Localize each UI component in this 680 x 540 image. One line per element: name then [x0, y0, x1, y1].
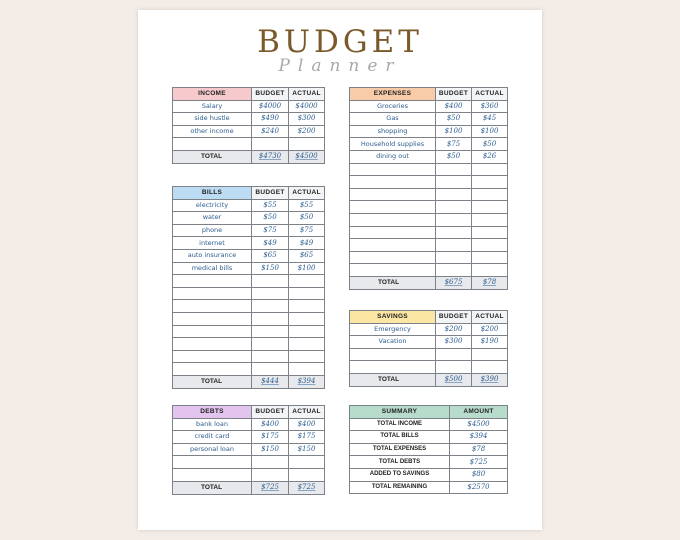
blank-row	[350, 264, 508, 277]
blank-cell	[252, 275, 289, 288]
blank-cell	[289, 350, 325, 363]
total-actual: $394	[289, 375, 325, 388]
blank-cell	[350, 201, 436, 214]
blank-row	[350, 213, 508, 226]
actual-cell: $26	[472, 150, 508, 163]
total-label: TOTAL	[173, 375, 252, 388]
blank-cell	[173, 138, 252, 151]
summary-label: TOTAL EXPENSES	[350, 443, 450, 456]
expenses-header: EXPENSES	[350, 88, 436, 101]
actual-column-header: ACTUAL	[289, 406, 325, 419]
actual-cell: $360	[472, 100, 508, 113]
table-row	[350, 138, 508, 151]
blank-cell	[173, 363, 252, 376]
budget-cell: $150	[252, 443, 289, 456]
blank-cell	[173, 338, 252, 351]
blank-cell	[173, 456, 252, 469]
blank-cell	[173, 312, 252, 325]
budget-cell: $50	[436, 113, 472, 126]
debts-header: DEBTS	[173, 406, 252, 419]
blank-cell	[472, 239, 508, 252]
table-row	[173, 249, 325, 262]
blank-cell	[252, 300, 289, 313]
blank-cell	[472, 188, 508, 201]
actual-column-header: ACTUAL	[472, 88, 508, 101]
blank-row	[350, 239, 508, 252]
table-row	[173, 113, 325, 126]
total-row	[350, 276, 508, 289]
total-actual: $78	[472, 276, 508, 289]
blank-cell	[252, 468, 289, 481]
summary-label: TOTAL INCOME	[350, 418, 450, 431]
blank-row	[173, 468, 325, 481]
summary-amount: $725	[450, 456, 508, 469]
summary-row	[350, 481, 508, 494]
blank-cell	[173, 325, 252, 338]
blank-row	[350, 188, 508, 201]
blank-cell	[289, 363, 325, 376]
actual-cell: $300	[289, 113, 325, 126]
blank-cell	[472, 163, 508, 176]
blank-cell	[436, 163, 472, 176]
total-budget: $444	[252, 375, 289, 388]
bills-table	[172, 186, 325, 389]
blank-cell	[350, 188, 436, 201]
table-row	[350, 125, 508, 138]
blank-cell	[436, 239, 472, 252]
budget-column-header: BUDGET	[252, 187, 289, 200]
blank-cell	[350, 239, 436, 252]
blank-cell	[472, 361, 508, 374]
blank-row	[173, 350, 325, 363]
blank-cell	[252, 363, 289, 376]
blank-cell	[289, 468, 325, 481]
actual-column-header: ACTUAL	[289, 88, 325, 101]
blank-row	[350, 251, 508, 264]
actual-cell: $55	[289, 199, 325, 212]
table-header-row	[350, 88, 508, 101]
total-label: TOTAL	[350, 373, 436, 386]
blank-cell	[173, 468, 252, 481]
item-label: medical bills	[173, 262, 252, 275]
blank-cell	[289, 300, 325, 313]
blank-row	[173, 138, 325, 151]
blank-cell	[436, 188, 472, 201]
table-row	[173, 224, 325, 237]
item-label: other income	[173, 125, 252, 138]
blank-row	[173, 338, 325, 351]
summary-row	[350, 418, 508, 431]
budget-cell: $65	[252, 249, 289, 262]
expenses-table	[349, 87, 508, 290]
savings-table	[349, 310, 508, 387]
blank-cell	[289, 338, 325, 351]
blank-row	[173, 456, 325, 469]
item-label: auto insurance	[173, 249, 252, 262]
table-row	[173, 212, 325, 225]
blank-cell	[289, 275, 325, 288]
summary-amount: $394	[450, 431, 508, 444]
summary-amount: $2570	[450, 481, 508, 494]
blank-row	[350, 361, 508, 374]
actual-column-header: ACTUAL	[289, 187, 325, 200]
actual-cell: $400	[289, 418, 325, 431]
blank-cell	[350, 348, 436, 361]
table-header-row	[350, 311, 508, 324]
item-label: Salary	[173, 100, 252, 113]
summary-label: TOTAL REMAINING	[350, 481, 450, 494]
actual-cell: $45	[472, 113, 508, 126]
budget-cell: $100	[436, 125, 472, 138]
blank-cell	[436, 251, 472, 264]
blank-cell	[289, 138, 325, 151]
actual-cell: $200	[289, 125, 325, 138]
actual-column-header: ACTUAL	[472, 311, 508, 324]
blank-row	[350, 201, 508, 214]
actual-cell: $150	[289, 443, 325, 456]
table-header-row	[173, 88, 325, 101]
table-row	[173, 418, 325, 431]
budget-cell: $75	[436, 138, 472, 151]
table-row	[173, 199, 325, 212]
blank-row	[350, 226, 508, 239]
actual-cell: $50	[289, 212, 325, 225]
summary-row	[350, 456, 508, 469]
blank-cell	[173, 350, 252, 363]
summary-amount: $78	[450, 443, 508, 456]
budget-cell: $75	[252, 224, 289, 237]
actual-cell: $200	[472, 323, 508, 336]
blank-cell	[350, 226, 436, 239]
blank-cell	[289, 312, 325, 325]
blank-cell	[252, 138, 289, 151]
total-budget: $725	[252, 481, 289, 494]
blank-cell	[350, 361, 436, 374]
actual-cell: $65	[289, 249, 325, 262]
item-label: Gas	[350, 113, 436, 126]
blank-row	[173, 363, 325, 376]
budget-column-header: BUDGET	[436, 88, 472, 101]
blank-cell	[350, 264, 436, 277]
blank-cell	[350, 163, 436, 176]
blank-row	[173, 300, 325, 313]
budget-cell: $4000	[252, 100, 289, 113]
blank-cell	[436, 361, 472, 374]
item-label: internet	[173, 237, 252, 250]
item-label: side hustle	[173, 113, 252, 126]
blank-cell	[436, 213, 472, 226]
budget-cell: $400	[252, 418, 289, 431]
debts-table	[172, 405, 325, 495]
budget-cell: $50	[436, 150, 472, 163]
blank-cell	[472, 176, 508, 189]
page-title: BUDGET	[257, 24, 423, 60]
total-label: TOTAL	[173, 481, 252, 494]
actual-cell: $49	[289, 237, 325, 250]
actual-cell: $190	[472, 336, 508, 349]
table-header-row	[173, 187, 325, 200]
total-label: TOTAL	[350, 276, 436, 289]
budget-cell: $240	[252, 125, 289, 138]
table-row	[350, 113, 508, 126]
blank-cell	[173, 300, 252, 313]
summary-amount: $4500	[450, 418, 508, 431]
blank-cell	[289, 325, 325, 338]
budget-cell: $490	[252, 113, 289, 126]
budget-cell: $400	[436, 100, 472, 113]
table-row	[350, 323, 508, 336]
total-row	[173, 375, 325, 388]
table-row	[173, 262, 325, 275]
budget-column-header: BUDGET	[436, 311, 472, 324]
amount-column-header: AMOUNT	[450, 406, 508, 419]
table-row	[350, 336, 508, 349]
budget-cell: $175	[252, 431, 289, 444]
income-header: INCOME	[173, 88, 252, 101]
income-table	[172, 87, 325, 164]
actual-cell: $100	[289, 262, 325, 275]
budget-cell: $200	[436, 323, 472, 336]
table-row	[173, 431, 325, 444]
summary-table	[349, 405, 508, 494]
summary-row	[350, 443, 508, 456]
item-label: phone	[173, 224, 252, 237]
total-budget: $500	[436, 373, 472, 386]
item-label: Groceries	[350, 100, 436, 113]
blank-cell	[472, 226, 508, 239]
budget-planner-page	[138, 10, 542, 530]
blank-cell	[289, 456, 325, 469]
blank-cell	[289, 287, 325, 300]
blank-cell	[472, 348, 508, 361]
budget-column-header: BUDGET	[252, 88, 289, 101]
item-label: electricity	[173, 199, 252, 212]
item-label: bank loan	[173, 418, 252, 431]
blank-cell	[252, 456, 289, 469]
table-header-row	[350, 406, 508, 419]
blank-cell	[173, 287, 252, 300]
total-budget: $675	[436, 276, 472, 289]
total-row	[173, 150, 325, 163]
actual-cell: $100	[472, 125, 508, 138]
blank-cell	[472, 264, 508, 277]
item-label: Emergency	[350, 323, 436, 336]
blank-cell	[350, 213, 436, 226]
table-row	[173, 125, 325, 138]
blank-row	[173, 325, 325, 338]
item-label: credit card	[173, 431, 252, 444]
item-label: Vacation	[350, 336, 436, 349]
item-label: water	[173, 212, 252, 225]
blank-cell	[350, 251, 436, 264]
blank-cell	[252, 338, 289, 351]
actual-cell: $4000	[289, 100, 325, 113]
savings-header: SAVINGS	[350, 311, 436, 324]
summary-header: SUMMARY	[350, 406, 450, 419]
table-header-row	[173, 406, 325, 419]
blank-cell	[252, 350, 289, 363]
blank-cell	[436, 348, 472, 361]
bills-header: BILLS	[173, 187, 252, 200]
blank-cell	[472, 251, 508, 264]
table-row	[173, 100, 325, 113]
actual-cell: $75	[289, 224, 325, 237]
blank-cell	[472, 201, 508, 214]
item-label: shopping	[350, 125, 436, 138]
summary-row	[350, 431, 508, 444]
total-budget: $4730	[252, 150, 289, 163]
blank-row	[173, 275, 325, 288]
blank-row	[350, 163, 508, 176]
budget-column-header: BUDGET	[252, 406, 289, 419]
blank-cell	[436, 226, 472, 239]
budget-cell: $150	[252, 262, 289, 275]
blank-cell	[252, 287, 289, 300]
budget-cell: $300	[436, 336, 472, 349]
budget-cell: $55	[252, 199, 289, 212]
blank-row	[350, 348, 508, 361]
actual-cell: $50	[472, 138, 508, 151]
item-label: personal loan	[173, 443, 252, 456]
summary-amount: $80	[450, 468, 508, 481]
summary-row	[350, 468, 508, 481]
budget-cell: $49	[252, 237, 289, 250]
total-row	[350, 373, 508, 386]
table-row	[173, 237, 325, 250]
blank-cell	[350, 176, 436, 189]
blank-row	[173, 287, 325, 300]
blank-cell	[436, 176, 472, 189]
blank-cell	[252, 325, 289, 338]
budget-cell: $50	[252, 212, 289, 225]
page-subtitle: Planner	[278, 56, 402, 76]
total-actual: $390	[472, 373, 508, 386]
total-actual: $725	[289, 481, 325, 494]
blank-cell	[173, 275, 252, 288]
summary-label: TOTAL DEBTS	[350, 456, 450, 469]
item-label: dining out	[350, 150, 436, 163]
blank-row	[350, 176, 508, 189]
table-row	[173, 443, 325, 456]
blank-cell	[436, 264, 472, 277]
item-label: Household supplies	[350, 138, 436, 151]
table-row	[350, 100, 508, 113]
blank-cell	[436, 201, 472, 214]
total-label: TOTAL	[173, 150, 252, 163]
total-row	[173, 481, 325, 494]
blank-cell	[252, 312, 289, 325]
table-row	[350, 150, 508, 163]
summary-label: TOTAL BILLS	[350, 431, 450, 444]
total-actual: $4500	[289, 150, 325, 163]
actual-cell: $175	[289, 431, 325, 444]
blank-row	[173, 312, 325, 325]
blank-cell	[472, 213, 508, 226]
summary-label: ADDED TO SAVINGS	[350, 468, 450, 481]
